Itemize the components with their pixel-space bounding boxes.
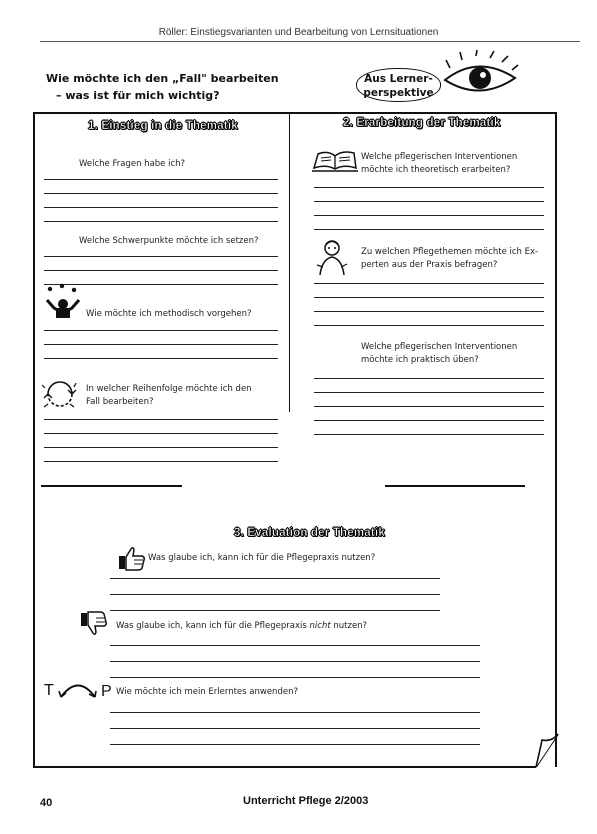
s1-q4-line-1 <box>44 419 278 420</box>
s2-question-2 <box>361 246 538 272</box>
s2-q3-line-4 <box>314 420 544 421</box>
bubble-line-1: Aus Lerner- <box>364 73 433 85</box>
s1-question-4 <box>86 383 252 409</box>
s1-q3-line-1 <box>44 330 278 331</box>
s2-q3-line-1 <box>314 378 544 379</box>
s2-q3-line-a: Welche pflegerischen Interventionen <box>361 342 518 352</box>
s1-q2-line-2 <box>44 270 278 271</box>
s2-q1-line-4 <box>314 229 544 230</box>
s2-q1-line-b: möchte ich theoretisch erarbeiten? <box>361 165 511 175</box>
running-head: Röller: Einstiegsvarianten und Bearbeitung von Lernsituationen <box>158 27 439 38</box>
section-2-end-rule <box>385 485 525 487</box>
expert-person-icon <box>314 237 350 277</box>
perspective-bubble <box>356 68 441 102</box>
s1-q4-line-b: Fall bearbeiten? <box>86 397 154 407</box>
s3-question-1: Was glaube ich, kann ich für die Pflegepraxis nutzen? <box>148 553 376 563</box>
s2-q3-line-5 <box>314 434 544 435</box>
cycle-arrows-icon <box>40 377 80 411</box>
eye-icon <box>440 50 520 102</box>
section-3-title: 3. Evaluation der Thematik <box>234 527 385 539</box>
page-curl-corner <box>30 730 570 780</box>
s3-q2-line-1 <box>110 645 480 646</box>
book-icon <box>312 148 358 174</box>
thumbs-down-icon <box>80 612 108 638</box>
s3-q1-line-2 <box>110 594 440 595</box>
worksheet-frame <box>33 112 557 767</box>
s2-q3-line-b: möchte ich praktisch üben? <box>361 355 479 365</box>
section-1-end-rule <box>41 485 182 487</box>
s1-q1-line-4 <box>44 221 278 222</box>
s1-q4-line-3 <box>44 447 278 448</box>
title-line-2: – was ist für mich wichtig? <box>56 89 220 102</box>
section-2-title: 2. Erarbeitung der Thematik <box>343 117 501 129</box>
s3-q3-line-2 <box>110 728 480 729</box>
s1-q4-line-4 <box>44 461 278 462</box>
s2-question-3 <box>361 341 517 367</box>
practice-letter: P <box>101 683 112 700</box>
s1-q1-line-2 <box>44 193 278 194</box>
s1-q4-line-2 <box>44 433 278 434</box>
s2-q2-line-b: perten aus der Praxis befragen? <box>361 260 498 270</box>
transfer-arc-icon <box>58 680 98 700</box>
s3-q1-line-3 <box>110 610 440 611</box>
s3-question-3: Wie möchte ich mein Erlerntes anwenden? <box>116 687 298 697</box>
s3-question-2 <box>116 620 367 633</box>
s3-q2-line-3 <box>110 677 480 678</box>
s2-q1-line-a: Welche pflegerischen Interventionen <box>361 152 518 162</box>
column-divider <box>289 112 290 412</box>
s1-question-1: Welche Fragen habe ich? <box>79 159 186 169</box>
s2-q2-line-3 <box>314 311 544 312</box>
worksheet-title <box>46 70 279 104</box>
s2-q2-line-1 <box>314 283 544 284</box>
section-1-title: 1. Einstieg in die Thematik <box>88 120 238 132</box>
title-line-1: Wie möchte ich den „Fall" bearbeiten <box>46 72 279 85</box>
s1-q3-line-2 <box>44 344 278 345</box>
s2-q2-line-4 <box>314 325 544 326</box>
s1-q1-line-3 <box>44 207 278 208</box>
bubble-line-2: perspektive <box>363 87 434 99</box>
s3-q1-line-1 <box>110 578 440 579</box>
s1-q1-line-1 <box>44 179 278 180</box>
s2-q1-line-3 <box>314 215 544 216</box>
s2-q3-line-2 <box>314 392 544 393</box>
s1-q3-line-3 <box>44 358 278 359</box>
header-rule <box>40 41 580 42</box>
s1-question-2: Welche Schwerpunkte möchte ich setzen? <box>79 236 259 246</box>
theory-letter: T <box>44 682 54 699</box>
s3-q2-text-emphasis: nicht <box>309 621 331 631</box>
juggler-icon <box>44 284 82 320</box>
s1-question-3: Wie möchte ich methodisch vorgehen? <box>86 309 252 319</box>
s2-q1-line-1 <box>314 187 544 188</box>
s2-q2-line-a: Zu welchen Pflegethemen möchte ich Ex- <box>361 247 539 257</box>
s2-q3-line-3 <box>314 406 544 407</box>
s1-q2-line-1 <box>44 256 278 257</box>
s3-q2-line-2 <box>110 661 480 662</box>
s2-question-1 <box>361 151 517 177</box>
s3-q2-text-a: Was glaube ich, kann ich für die Pflegepraxis <box>116 621 310 631</box>
thumbs-up-icon <box>118 545 146 571</box>
s2-q1-line-2 <box>314 201 544 202</box>
page-number: 40 <box>40 797 53 809</box>
s3-q3-line-1 <box>110 712 480 713</box>
s2-q2-line-2 <box>314 297 544 298</box>
journal-title: Unterricht Pflege 2/2003 <box>243 795 369 807</box>
s3-q2-text-b: nutzen? <box>330 621 368 631</box>
s1-q4-line-a: In welcher Reihenfolge möchte ich den <box>86 384 252 394</box>
